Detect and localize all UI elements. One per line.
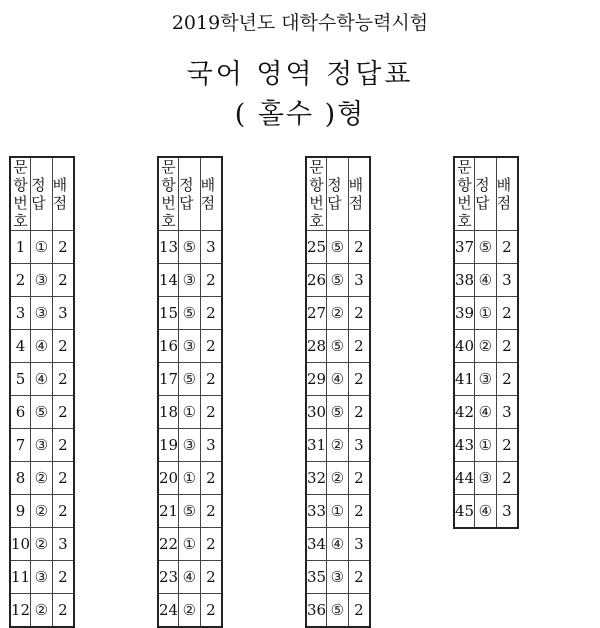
question-number: 34	[306, 528, 327, 561]
table-header-row	[454, 157, 518, 231]
table-row	[10, 297, 74, 330]
question-points: 2	[348, 363, 370, 396]
header-points: 배 점	[200, 157, 222, 231]
answer-table-1	[9, 156, 75, 628]
question-number: 30	[306, 396, 327, 429]
correct-answer: ②	[31, 528, 53, 561]
header-number: 문항 번호	[306, 157, 327, 231]
header-points: 배 점	[348, 157, 370, 231]
question-number: 32	[306, 462, 327, 495]
question-points: 2	[52, 429, 74, 462]
table-row	[306, 297, 370, 330]
table-row	[306, 363, 370, 396]
question-number: 27	[306, 297, 327, 330]
correct-answer: ①	[31, 231, 53, 264]
table-row	[454, 462, 518, 495]
correct-answer: ④	[475, 396, 497, 429]
correct-answer: ①	[179, 528, 201, 561]
question-points: 3	[200, 429, 222, 462]
table-row	[158, 462, 222, 495]
question-points: 3	[348, 429, 370, 462]
question-points: 2	[52, 330, 74, 363]
answer-key-title: 국어 영역 정답표	[186, 59, 414, 90]
question-points: 2	[496, 363, 518, 396]
correct-answer: ④	[475, 264, 497, 297]
correct-answer: ⑤	[179, 363, 201, 396]
question-points: 3	[496, 396, 518, 429]
correct-answer: ②	[327, 297, 349, 330]
question-points: 3	[200, 231, 222, 264]
table-row	[158, 396, 222, 429]
table-row	[454, 495, 518, 529]
question-points: 2	[348, 330, 370, 363]
table-row	[10, 528, 74, 561]
correct-answer: ②	[475, 330, 497, 363]
table-row	[306, 594, 370, 628]
question-points: 2	[52, 495, 74, 528]
question-number: 26	[306, 264, 327, 297]
correct-answer: ②	[31, 462, 53, 495]
question-points: 3	[348, 264, 370, 297]
correct-answer: ①	[475, 297, 497, 330]
header-answer: 정 답	[179, 157, 201, 231]
question-number: 36	[306, 594, 327, 628]
table-row	[454, 363, 518, 396]
correct-answer: ④	[31, 330, 53, 363]
question-points: 2	[52, 396, 74, 429]
question-number: 38	[454, 264, 475, 297]
question-points: 2	[496, 462, 518, 495]
table-row	[10, 396, 74, 429]
question-points: 2	[348, 495, 370, 528]
table-row	[454, 297, 518, 330]
question-number: 25	[306, 231, 327, 264]
question-points: 3	[496, 264, 518, 297]
table-row	[158, 297, 222, 330]
question-number: 7	[10, 429, 31, 462]
correct-answer: ⑤	[475, 231, 497, 264]
table-row	[158, 231, 222, 264]
correct-answer: ③	[31, 561, 53, 594]
question-number: 17	[158, 363, 179, 396]
correct-answer: ⑤	[327, 594, 349, 628]
table-row	[158, 363, 222, 396]
question-points: 2	[200, 561, 222, 594]
question-points: 3	[496, 495, 518, 529]
question-points: 2	[496, 231, 518, 264]
table-row	[10, 429, 74, 462]
question-number: 10	[10, 528, 31, 561]
table-row	[158, 561, 222, 594]
correct-answer: ④	[179, 561, 201, 594]
question-number: 31	[306, 429, 327, 462]
correct-answer: ②	[327, 429, 349, 462]
question-number: 18	[158, 396, 179, 429]
header-number: 문항 번호	[158, 157, 179, 231]
question-number: 21	[158, 495, 179, 528]
correct-answer: ③	[327, 561, 349, 594]
question-points: 2	[52, 594, 74, 628]
answer-table-2	[157, 156, 223, 628]
table-row	[306, 528, 370, 561]
table-row	[306, 495, 370, 528]
correct-answer: ⑤	[179, 495, 201, 528]
question-number: 45	[454, 495, 475, 529]
question-points: 2	[200, 462, 222, 495]
question-number: 14	[158, 264, 179, 297]
question-points: 3	[52, 297, 74, 330]
question-points: 2	[200, 264, 222, 297]
correct-answer: ③	[179, 330, 201, 363]
table-row	[306, 561, 370, 594]
table-row	[10, 330, 74, 363]
question-points: 3	[52, 528, 74, 561]
exam-title: 2019학년도 대학수학능력시험	[171, 12, 429, 34]
table-header-row	[306, 157, 370, 231]
correct-answer: ①	[475, 429, 497, 462]
question-number: 37	[454, 231, 475, 264]
table-row	[454, 330, 518, 363]
question-points: 2	[200, 297, 222, 330]
table-row	[10, 561, 74, 594]
table-row	[306, 330, 370, 363]
question-points: 2	[200, 594, 222, 628]
question-points: 2	[348, 297, 370, 330]
correct-answer: ⑤	[179, 297, 201, 330]
correct-answer: ⑤	[179, 231, 201, 264]
table-row	[306, 462, 370, 495]
question-number: 5	[10, 363, 31, 396]
correct-answer: ④	[327, 528, 349, 561]
question-number: 6	[10, 396, 31, 429]
question-points: 2	[496, 297, 518, 330]
header-number: 문항 번호	[10, 157, 31, 231]
question-points: 2	[348, 561, 370, 594]
header-points: 배 점	[496, 157, 518, 231]
table-row	[10, 594, 74, 628]
table-header-row	[158, 157, 222, 231]
table-row	[158, 264, 222, 297]
question-number: 16	[158, 330, 179, 363]
question-number: 4	[10, 330, 31, 363]
table-row	[10, 231, 74, 264]
correct-answer: ③	[31, 297, 53, 330]
table-row	[158, 594, 222, 628]
question-number: 28	[306, 330, 327, 363]
table-row	[158, 495, 222, 528]
table-row	[158, 528, 222, 561]
question-number: 23	[158, 561, 179, 594]
question-number: 24	[158, 594, 179, 628]
question-number: 43	[454, 429, 475, 462]
question-points: 2	[52, 264, 74, 297]
question-number: 44	[454, 462, 475, 495]
correct-answer: ⑤	[31, 396, 53, 429]
question-number: 2	[10, 264, 31, 297]
correct-answer: ③	[179, 429, 201, 462]
question-points: 2	[348, 462, 370, 495]
header-answer: 정 답	[327, 157, 349, 231]
correct-answer: ⑤	[327, 330, 349, 363]
table-row	[10, 495, 74, 528]
correct-answer: ③	[31, 429, 53, 462]
question-number: 40	[454, 330, 475, 363]
correct-answer: ④	[475, 495, 497, 529]
form-type-title: ( 홀수 )형	[234, 99, 366, 130]
question-number: 33	[306, 495, 327, 528]
question-number: 1	[10, 231, 31, 264]
correct-answer: ①	[327, 495, 349, 528]
header-answer: 정 답	[31, 157, 53, 231]
question-points: 2	[200, 330, 222, 363]
table-row	[306, 264, 370, 297]
question-number: 11	[10, 561, 31, 594]
correct-answer: ①	[179, 462, 201, 495]
correct-answer: ④	[31, 363, 53, 396]
correct-answer: ⑤	[327, 264, 349, 297]
correct-answer: ②	[31, 495, 53, 528]
question-points: 2	[200, 396, 222, 429]
table-row	[306, 396, 370, 429]
question-number: 20	[158, 462, 179, 495]
table-row	[306, 231, 370, 264]
question-points: 2	[200, 495, 222, 528]
correct-answer: ②	[327, 462, 349, 495]
question-points: 2	[348, 594, 370, 628]
question-points: 2	[52, 462, 74, 495]
question-points: 2	[52, 561, 74, 594]
header-answer: 정 답	[475, 157, 497, 231]
question-number: 13	[158, 231, 179, 264]
question-number: 22	[158, 528, 179, 561]
question-points: 2	[200, 363, 222, 396]
question-number: 9	[10, 495, 31, 528]
question-number: 3	[10, 297, 31, 330]
correct-answer: ③	[475, 462, 497, 495]
table-row	[10, 462, 74, 495]
question-number: 8	[10, 462, 31, 495]
question-number: 29	[306, 363, 327, 396]
table-row	[454, 396, 518, 429]
correct-answer: ⑤	[327, 231, 349, 264]
header-number: 문항 번호	[454, 157, 475, 231]
correct-answer: ②	[31, 594, 53, 628]
question-number: 12	[10, 594, 31, 628]
question-number: 42	[454, 396, 475, 429]
question-points: 2	[200, 528, 222, 561]
correct-answer: ②	[179, 594, 201, 628]
question-number: 19	[158, 429, 179, 462]
table-row	[158, 330, 222, 363]
question-points: 2	[348, 396, 370, 429]
question-number: 41	[454, 363, 475, 396]
question-points: 2	[496, 330, 518, 363]
table-row	[10, 363, 74, 396]
question-points: 2	[348, 231, 370, 264]
correct-answer: ③	[179, 264, 201, 297]
table-row	[158, 429, 222, 462]
correct-answer: ①	[179, 396, 201, 429]
question-points: 2	[496, 429, 518, 462]
table-row	[306, 429, 370, 462]
table-row	[454, 231, 518, 264]
table-row	[10, 264, 74, 297]
question-number: 35	[306, 561, 327, 594]
correct-answer: ⑤	[327, 396, 349, 429]
answer-table-3	[305, 156, 371, 628]
question-points: 2	[52, 231, 74, 264]
answer-table-4	[453, 156, 519, 529]
header-points: 배 점	[52, 157, 74, 231]
question-points: 2	[52, 363, 74, 396]
correct-answer: ③	[31, 264, 53, 297]
correct-answer: ④	[327, 363, 349, 396]
table-row	[454, 429, 518, 462]
question-points: 3	[348, 528, 370, 561]
correct-answer: ③	[475, 363, 497, 396]
question-number: 39	[454, 297, 475, 330]
table-row	[454, 264, 518, 297]
table-header-row	[10, 157, 74, 231]
question-number: 15	[158, 297, 179, 330]
